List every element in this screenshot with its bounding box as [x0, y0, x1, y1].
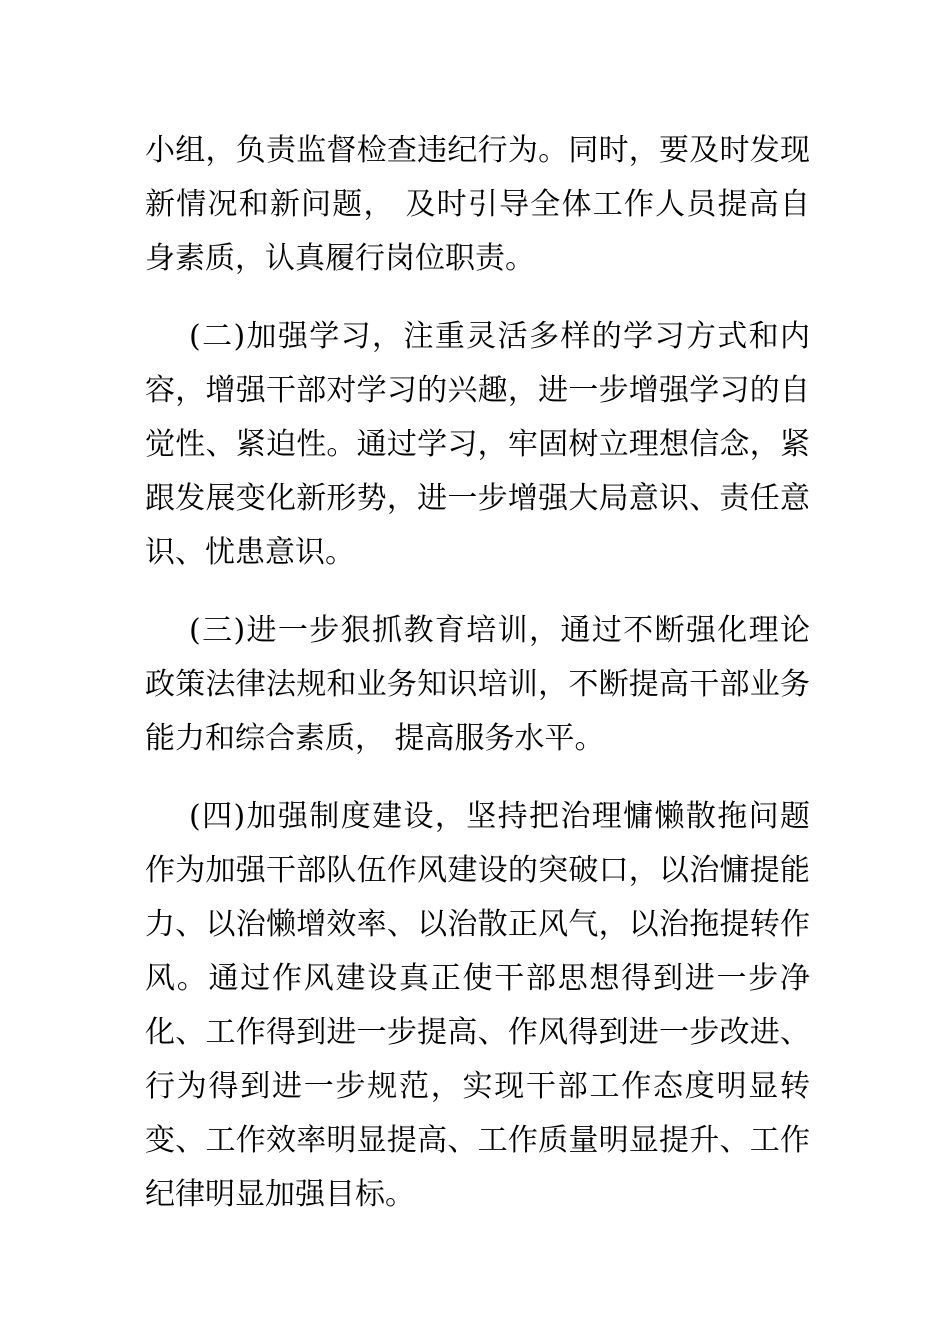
paragraph-section-3: (三)进一步狠抓教育培训，通过不断强化理论政策法律法规和业务知识培训，不断提高干部业务能力和综合素质， 提高服务水平。 — [145, 613, 810, 756]
paragraph-continuation: 小组，负责监督检查违纪行为。同时，要及时发现新情况和新问题， 及时引导全体工作人员提高自身素质，认真履行岗位职责。 — [145, 133, 810, 276]
paragraph-section-2: (二)加强学习，注重灵活多样的学习方式和内容，增强干部对学习的兴趣，进一步增强学习的自觉性、紧迫性。通过学习，牢固树立理想信念，紧跟发展变化新形势，进一步增强大局意识、责任意识、忧患意识。 — [145, 319, 810, 570]
paragraph-section-4: (四)加强制度建设，坚持把治理慵懒散拖问题作为加强干部队伍作风建设的突破口，以治慵提能力、以治懒增效率、以治散正风气，以治拖提转作风。通过作风建设真正使干部思想得到进一步净化、工作得到进一步提高、作风得到进一步改进、行为得到进一步规范，实现干部工作态度明显转变、工作效率明显提高、工作质量明显提升、工作纪律明显加强目标。 — [145, 799, 810, 1212]
document-body — [145, 124, 810, 1222]
